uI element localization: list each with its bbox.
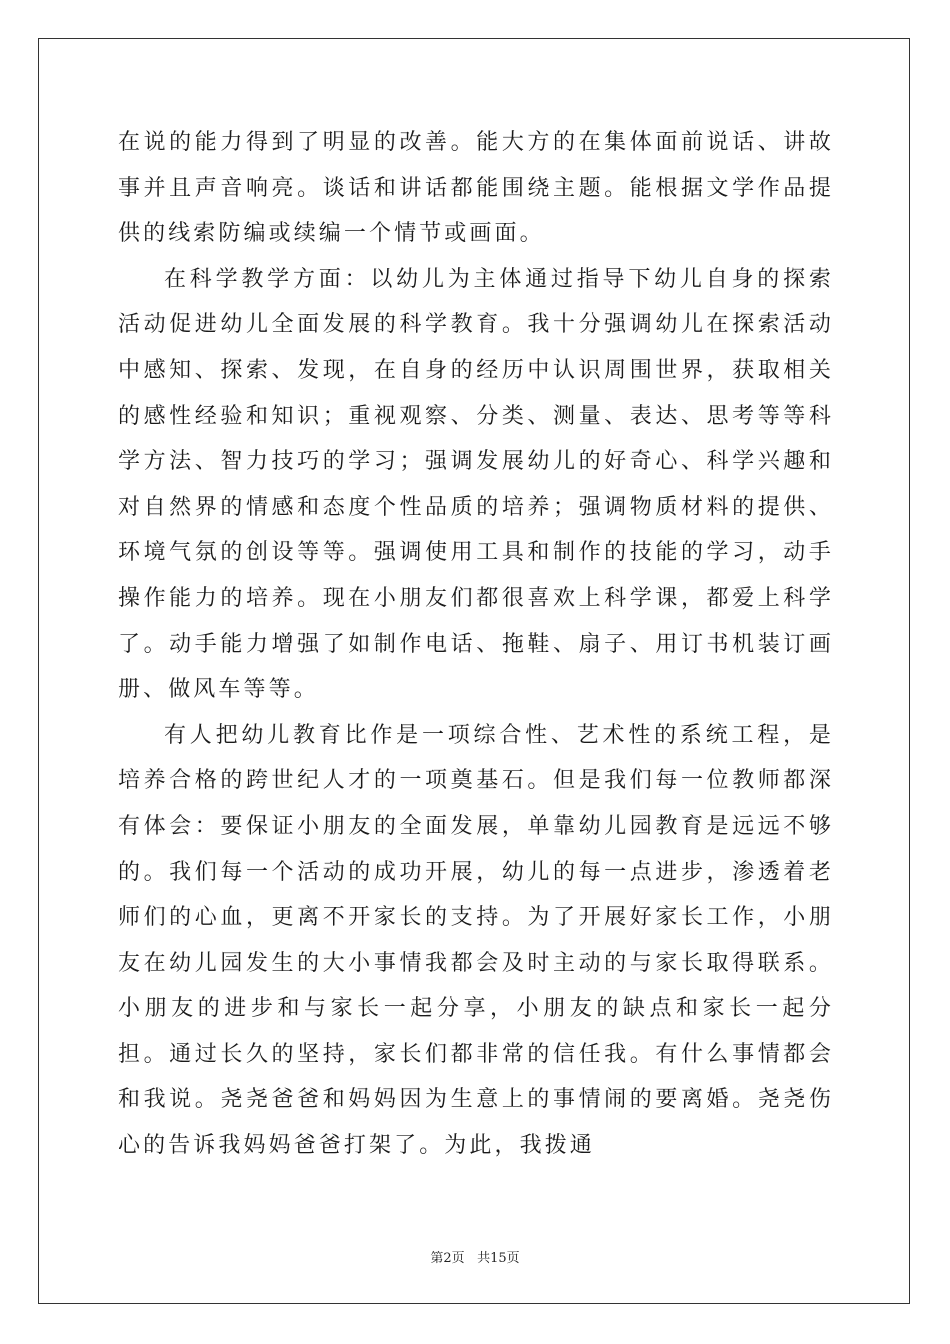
document-body xyxy=(118,120,834,1169)
paragraph-parent-work: 有人把幼儿教育比作是一项综合性、艺术性的系统工程，是培养合格的跨世纪人才的一项奠基石。但是我们每一位教师都深有体会：要保证小朋友的全面发展，单靠幼儿园教育是远远不够的。我们每一个活动的成功开展，幼儿的每一点进步，渗透着老师们的心血，更离不开家长的支持。为了开展好家长工作，小朋友在幼儿园发生的大小事情我都会及时主动的与家长取得联系。小朋友的进步和与家长一起分享，小朋友的缺点和家长一起分担。通过长久的坚持，家长们都非常的信任我。有什么事情都会和我说。尧尧爸爸和妈妈因为生意上的事情闹的要离婚。尧尧伤心的告诉我妈妈爸爸打架了。为此，我拨通 xyxy=(118,722,834,1159)
total-pages: 共15页 xyxy=(477,1251,520,1266)
page-number: 第2页 xyxy=(430,1251,465,1266)
paragraph-continuation: 在说的能力得到了明显的改善。能大方的在集体面前说话、讲故事并且声音响亮。谈话和讲话都能围绕主题。能根据文学作品提供的线索防编或续编一个情节或画面。 xyxy=(118,130,834,247)
page-footer xyxy=(0,1247,950,1266)
paragraph-science-teaching: 在科学教学方面：以幼儿为主体通过指导下幼儿自身的探索活动促进幼儿全面发展的科学教育。我十分强调幼儿在探索活动中感知、探索、发现，在自身的经历中认识周围世界，获取相关的感性经验和知识；重视观察、分类、测量、表达、思考等等科学方法、智力技巧的学习；强调发展幼儿的好奇心、科学兴趣和对自然界的情感和态度个性品质的培养；强调物质材料的提供、环境气氛的创设等等。强调使用工具和制作的技能的学习，动手操作能力的培养。现在小朋友们都很喜欢上科学课，都爱上科学了。动手能力增强了如制作电话、拖鞋、扇子、用订书机装订画册、做风车等等。 xyxy=(118,266,834,703)
